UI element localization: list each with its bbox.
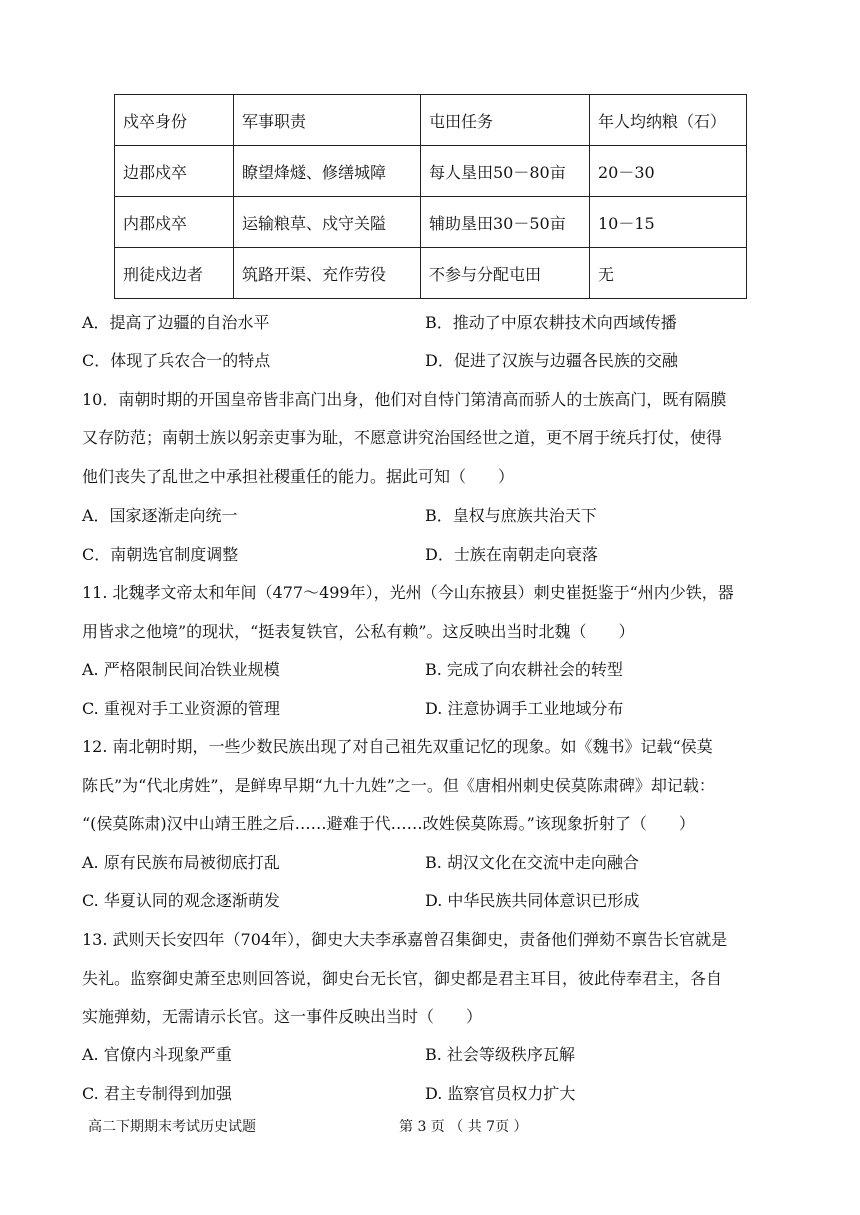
q13-option-b: B. 社会等级秩序瓦解 xyxy=(425,1045,575,1064)
q11-option-b: B. 完成了向农耕社会的转型 xyxy=(425,660,623,679)
q10-stem-line: 他们丧失了乱世之中承担社稷重任的能力。据此可知（ ） xyxy=(82,467,515,486)
table-cell: 20－30 xyxy=(590,146,747,197)
table-cell: 内郡戍卒 xyxy=(115,197,234,248)
table-row xyxy=(115,248,747,299)
q12-option-c: C. 华夏认同的观念逐渐萌发 xyxy=(82,891,280,910)
q12-stem-line: “(侯莫陈肃)汉中山靖王胜之后……避难于代……改姓侯莫陈焉。”该现象折射了（ ） xyxy=(82,814,695,833)
q9-option-d: D．促进了汉族与边疆各民族的交融 xyxy=(425,351,678,370)
garrison-table xyxy=(114,94,747,299)
q11-option-d: D. 注意协调手工业地域分布 xyxy=(425,699,624,718)
table-header-cell: 屯田任务 xyxy=(421,95,590,146)
table-header-cell: 军事职责 xyxy=(234,95,421,146)
q10-stem-line: 又存防范；南朝士族以躬亲吏事为耻，不愿意讲究治国经世之道，更不屑于统兵打仗，使得 xyxy=(82,428,723,447)
table-cell: 筑路开渠、充作劳役 xyxy=(234,248,421,299)
q9-option-c: C．体现了兵农合一的特点 xyxy=(82,351,271,370)
q10-option-d: D．士族在南朝走向衰落 xyxy=(425,545,598,564)
q13-option-d: D. 监察官员权力扩大 xyxy=(425,1084,576,1103)
q10-option-c: C．南朝选官制度调整 xyxy=(82,545,239,564)
q10-option-b: B．皇权与庶族共治天下 xyxy=(425,506,597,525)
table-cell: 运输粮草、戍守关隘 xyxy=(234,197,421,248)
q11-stem-line: 11. 北魏孝文帝太和年间（477～499年），光州（今山东掖县）刺史崔挺鉴于“州内少铁，器 xyxy=(82,583,734,602)
q11-stem-line: 用皆求之他境”的现状，“挺表复铁官，公私有赖”。这反映出当时北魏（ ） xyxy=(82,622,635,641)
table-cell: 不参与分配屯田 xyxy=(421,248,590,299)
footer-page-number: 第 3 页 （ 共 7页 ） xyxy=(399,1119,528,1135)
table-cell: 10－15 xyxy=(590,197,747,248)
q13-option-c: C. 君主专制得到加强 xyxy=(82,1084,232,1103)
table-header-row xyxy=(115,95,747,146)
table-cell: 边郡戍卒 xyxy=(115,146,234,197)
q10-stem-line: 10．南朝时期的开国皇帝皆非高门出身，他们对自恃门第清高而骄人的士族高门，既有隔膜 xyxy=(82,390,727,409)
table-header-cell: 年人均纳粮（石） xyxy=(590,95,747,146)
q9-option-b: B．推动了中原农耕技术向西域传播 xyxy=(425,313,677,332)
table-row xyxy=(115,146,747,197)
table-cell: 辅助垦田30－50亩 xyxy=(421,197,590,248)
q12-option-b: B. 胡汉文化在交流中走向融合 xyxy=(425,853,639,872)
q13-stem-line: 失礼。监察御史萧至忠则回答说，御史台无长官，御史都是君主耳目，彼此侍奉君主，各自 xyxy=(82,969,723,988)
q9-option-a: A．提高了边疆的自治水平 xyxy=(82,313,270,332)
table-cell: 刑徒戍边者 xyxy=(115,248,234,299)
q12-stem-line: 陈氏”为“代北虏姓”，是鲜卑早期“九十九姓”之一。但《唐相州刺史侯莫陈肃碑》却记载： xyxy=(82,776,715,795)
q11-option-c: C. 重视对手工业资源的管理 xyxy=(82,699,280,718)
q13-option-a: A. 官僚内斗现象严重 xyxy=(82,1045,232,1064)
table-cell: 瞭望烽燧、修缮城障 xyxy=(234,146,421,197)
q12-option-d: D. 中华民族共同体意识已形成 xyxy=(425,891,640,910)
q11-option-a: A. 严格限制民间冶铁业规模 xyxy=(82,660,280,679)
table-row xyxy=(115,197,747,248)
q13-stem-line: 13. 武则天长安四年（704年），御史大夫李承嘉曾召集御史，责备他们弹劾不禀告长官就是 xyxy=(82,930,728,949)
q12-stem-line: 12. 南北朝时期，一些少数民族出现了对自己祖先双重记忆的现象。如《魏书》记载“侯莫 xyxy=(82,737,713,756)
table-header-cell: 戍卒身份 xyxy=(115,95,234,146)
table-cell: 每人垦田50－80亩 xyxy=(421,146,590,197)
q10-option-a: A．国家逐渐走向统一 xyxy=(82,506,238,525)
q13-stem-line: 实施弹劾，无需请示长官。这一事件反映出当时（ ） xyxy=(82,1007,483,1026)
footer-exam-title: 高二下期期末考试历史试题 xyxy=(88,1119,256,1135)
table-cell: 无 xyxy=(590,248,747,299)
q12-option-a: A. 原有民族布局被彻底打乱 xyxy=(82,853,280,872)
